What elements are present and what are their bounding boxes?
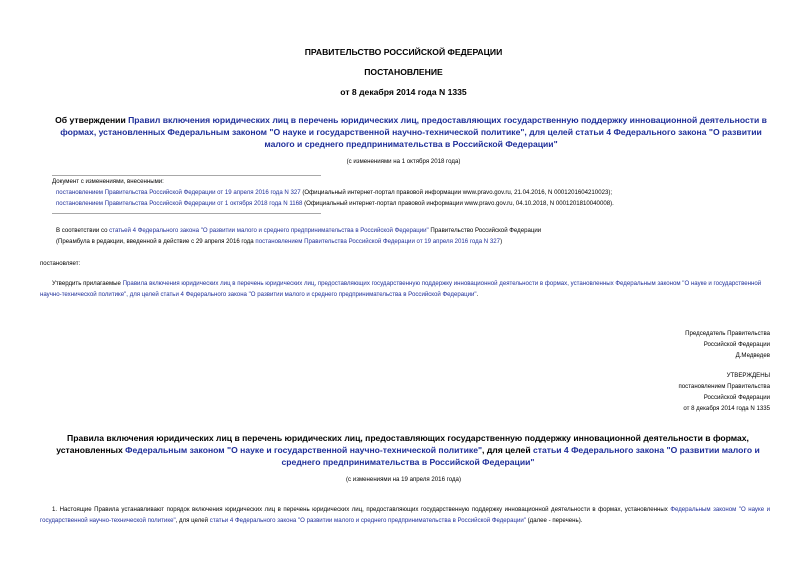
preamble-note-end: ) [500,238,503,245]
signature-position: Председатель Правительства [685,330,770,337]
preamble-note [56,236,502,247]
preamble [56,225,541,236]
approval-stamp [678,370,770,414]
title-prefix: Об утверждении [55,115,129,125]
preamble-article4-link[interactable]: статьей 4 Федерального закона "О развитии малого и среднего предпринимательства в Российской Федерации" [109,227,429,234]
approval-heading: УТВЕРЖДЕНЫ [726,372,770,379]
preamble-text: В соответствии со [56,227,110,234]
clause-1-text: 1. Настоящие Правила устанавливают порядок включения юридических лиц в перечень юридических лиц, предоставляющих государственную поддержку инновационной деятельности в формах, установленных [52,506,671,513]
change-item [56,198,614,209]
signature-country: Российской Федерации [703,341,770,348]
doc-date-number: от 8 декабря 2014 года N 1335 [340,87,467,97]
document-title [52,114,770,150]
rules-revision-note: (с изменениями на 19 апреля 2016 года) [346,476,461,483]
approval-line: от 8 декабря 2014 года N 1335 [683,405,770,412]
preamble-note-text: (Преамбула в редакции, введенной в действие с 29 апреля 2016 года [56,238,256,245]
preamble-text-end: Правительство Российской Федерации [428,227,542,234]
preamble-note-link[interactable]: постановлением Правительства Российской Федерации от 19 апреля 2016 года N 327 [255,238,501,245]
rules-title-text-mid: , для целей [482,445,533,455]
clause-1-text-end: (далее - перечень). [525,517,583,524]
doc-type-heading: ПОСТАНОВЛЕНИЕ [364,67,443,77]
approve-rules-link[interactable]: Правила включения юридических лиц в перечень юридических лиц, предоставляющих государственную поддержку инновационной деятельности в формах, установленных Федеральным законом "О науке и государственной научно-технической политике", для целей статьи 4 Федерального закона "О развитии малого и среднего предпринимательства в Российской Федерации" [40,280,762,298]
clause-1 [40,504,770,526]
change-source-2018: (Официальный интернет-портал правовой информации www.pravo.gov.ru, 04.10.2018, N 0001201810040008). [302,200,614,207]
changes-intro: Документ с изменениями, внесенными: [52,178,164,185]
signature-block [685,328,770,361]
rules-title [40,432,776,468]
approve-paragraph [40,278,770,300]
title-rules-link[interactable]: Правил включения юридических лиц в перечень юридических лиц, предоставляющих государственную поддержку инновационной деятельности в формах, установленных Федеральным законом "О науке и государственной научно-технической политике", для целей статьи 4 Федерального закона "О развитии малого и среднего предпринимательства в Российской Федерации" [60,115,767,149]
clause-1-science-law-link[interactable]: Федеральным законом "О науке и государственной научно-технической политике" [40,506,770,524]
rules-title-article4-link[interactable]: статьи 4 Федерального закона "О развитии малого и среднего предпринимательства в Российской Федерации" [281,445,760,467]
clause-1-article4-link[interactable]: статьи 4 Федерального закона "О развитии малого и среднего предпринимательства в Российской Федерации" [209,517,526,524]
change-link-2018[interactable]: постановлением Правительства Российской Федерации от 1 октября 2018 года N 1168 [56,200,303,207]
resolves-text: постановляет: [40,260,81,267]
rules-title-text: Правила включения юридических лиц в перечень юридических лиц, предоставляющих государственную поддержку инновационной деятельности в формах, установленных [56,433,749,455]
approve-text-end: . [476,291,479,298]
approve-text: Утвердить прилагаемые [52,280,123,287]
title-revision-note: (с изменениями на 1 октября 2018 года) [346,158,461,165]
change-source-2016: (Официальный интернет-портал правовой информации www.pravo.gov.ru, 21.04.2016, N 0001201604210023); [300,189,613,196]
changes-bottom-divider [52,213,321,214]
approval-line: Российской Федерации [703,394,770,401]
rules-title-science-law-link[interactable]: Федеральным законом "О науке и государственной научно-технической политике" [125,445,483,455]
approval-line: постановлением Правительства [678,383,770,390]
change-item [56,187,612,198]
signature-name: Д.Медведев [735,352,770,359]
org-heading: ПРАВИТЕЛЬСТВО РОССИЙСКОЙ ФЕДЕРАЦИИ [304,47,503,57]
change-link-2016[interactable]: постановлением Правительства Российской Федерации от 19 апреля 2016 года N 327 [56,189,301,196]
clause-1-text-mid: , для целей [175,517,210,524]
